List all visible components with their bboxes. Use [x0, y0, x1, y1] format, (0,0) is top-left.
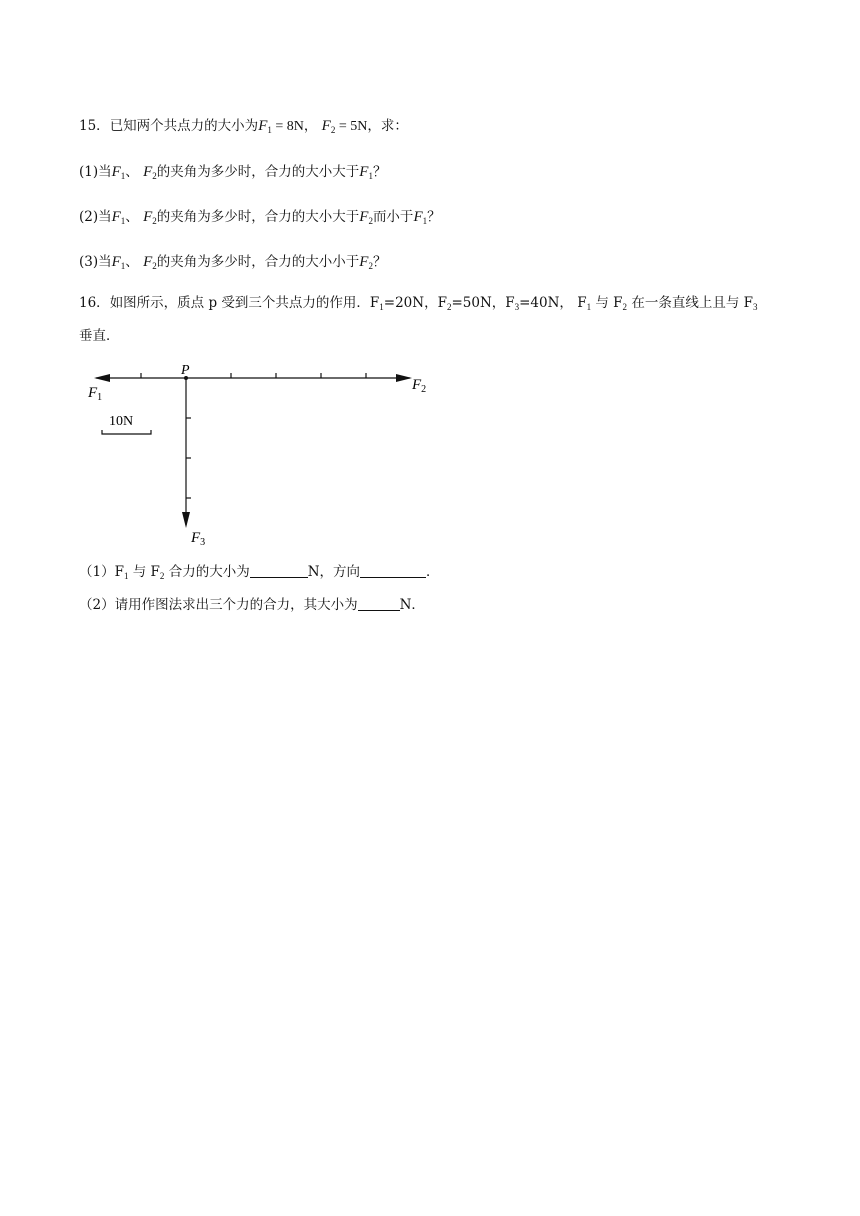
q15-sub2: (2)当$F_1$、 $F_2$的夹角为多少时，合力的大小大于$F_2$而小于$F_1$？ — [79, 209, 441, 226]
answer-blank-direction[interactable] — [360, 563, 426, 578]
F1-arrowhead — [94, 374, 110, 382]
q16-stem-wrap: 垂直． — [79, 328, 120, 344]
force-diagram — [80, 360, 500, 550]
F3-arrowhead — [182, 512, 190, 528]
answer-blank-magnitude[interactable] — [250, 563, 308, 578]
q15-sub1: (1)当$F_1$、 $F_2$的夹角为多少时，合力的大小大于$F_1$？ — [79, 164, 387, 181]
q16-stem: 16．如图所示，质点 p 受到三个共点力的作用．$F_1=20N$，$F_2=50N$，$F_3=40N$， $F_1$ 与 $F_2$ 在一条直线上且与 $F_3$ — [79, 295, 758, 312]
scale-label: 10N — [109, 414, 134, 429]
F2-arrowhead — [396, 374, 412, 382]
q16-part1: $(1)F_1$ 与 $F_2$ 合力的大小为 N，方向 ． — [79, 564, 440, 581]
point-p-label: P — [181, 363, 190, 378]
q15-stem: 15．已知两个共点力的大小为$F_1 = 8N$， $F_2 = 5N$，求： — [79, 118, 408, 135]
q16-part2: （2）请用作图法求出三个力的合力，其大小为 N． — [79, 597, 425, 613]
answer-blank-resultant[interactable] — [358, 596, 400, 611]
scale-bar — [102, 430, 151, 434]
q15-sub3: (3)当$F_1$、 $F_2$的夹角为多少时，合力的大小小于$F_2$？ — [79, 254, 387, 271]
F2-label: $F_2$ — [412, 377, 427, 395]
F3-label: $F_3$ — [191, 530, 206, 548]
F1-label: $F_1$ — [88, 385, 103, 403]
